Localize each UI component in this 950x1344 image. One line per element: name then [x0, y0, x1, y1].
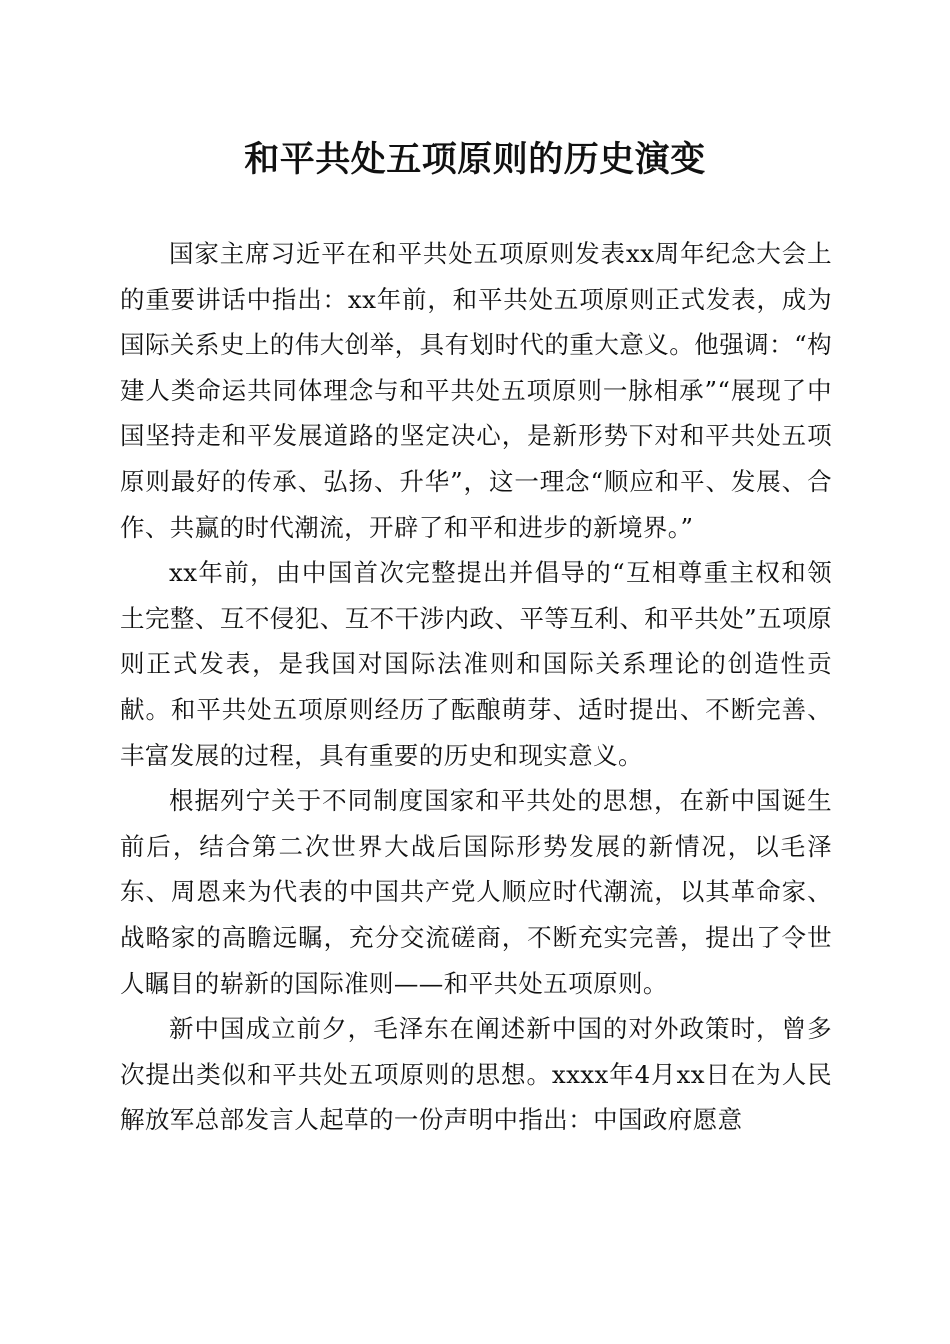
document-body — [120, 231, 832, 1143]
document-title: 和平共处五项原则的历史演变 — [244, 139, 706, 180]
paragraph-1: 国家主席习近平在和平共处五项原则发表xx周年纪念大会上的重要讲话中指出：xx年前，和平共处五项原则正式发表，成为国际关系史上的伟大创举，具有划时代的重大意义。他强调：“构建人类命运共同体理念与和平共处五项原则一脉相承”“展现了中国坚持走和平发展道路的坚定决心，是新形势下对和平共处五项原则最好的传承、弘扬、升华”，这一理念“顺应和平、发展、合作、共赢的时代潮流，开辟了和平和进步的新境界。” — [120, 239, 832, 542]
paragraph-2: xx年前，由中国首次完整提出并倡导的“互相尊重主权和领土完整、互不侵犯、互不干涉内政、平等互利、和平共处”五项原则正式发表，是我国对国际法准则和国际关系理论的创造性贡献。和平共处五项原则经历了酝酿萌芽、适时提出、不断完善、丰富发展的过程，具有重要的历史和现实意义。 — [120, 558, 832, 770]
paragraph-3: 根据列宁关于不同制度国家和平共处的思想，在新中国诞生前后，结合第二次世界大战后国际形势发展的新情况，以毛泽东、周恩来为代表的中国共产党人顺应时代潮流，以其革命家、战略家的高瞻远瞩，充分交流磋商，不断充实完善，提出了令世人瞩目的崭新的国际准则——和平共处五项原则。 — [120, 786, 832, 998]
paragraph-4: 新中国成立前夕，毛泽东在阐述新中国的对外政策时，曾多次提出类似和平共处五项原则的思想。xxxx年4月xx日在为人民解放军总部发言人起草的一份声明中指出：中国政府愿意 — [120, 1014, 832, 1135]
